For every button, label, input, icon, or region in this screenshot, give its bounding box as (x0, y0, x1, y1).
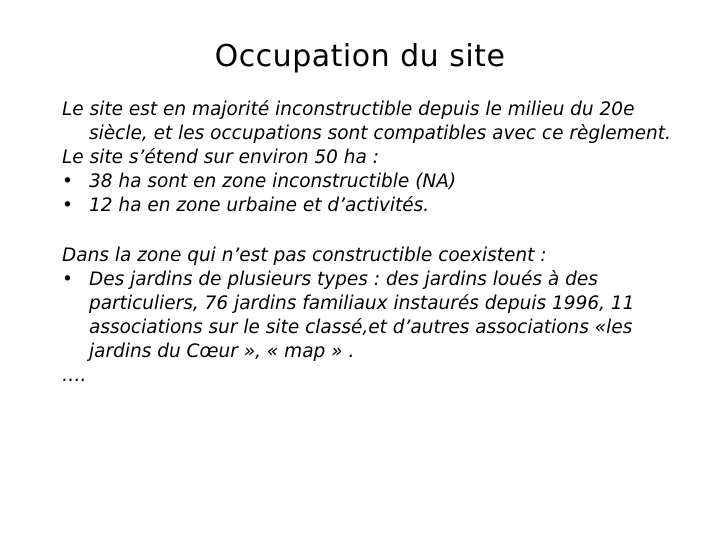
bullet-icon: • (62, 171, 73, 192)
slide-title: Occupation du site (214, 39, 506, 74)
bullet-item (62, 194, 672, 218)
zone-paragraph: Dans la zone qui n’est pas constructible coexistent : (62, 245, 547, 266)
ellipsis-text: …. (62, 365, 87, 386)
bullet-text: 38 ha sont en zone inconstructible (NA) (89, 171, 457, 192)
spacer (62, 218, 672, 244)
bullet-item (62, 268, 672, 364)
bullet-icon: • (62, 269, 73, 290)
bullet-item (62, 170, 672, 194)
bullet-icon: • (62, 195, 73, 216)
bullet-text: 12 ha en zone urbaine et d’activités. (89, 195, 430, 216)
bullet-text: Des jardins de plusieurs types : des jardins loués à des particuliers, 76 jardins familiaux instaurés depuis 1996, 11 associations sur le site classé,et d’autres associations «les jardins du Cœur », « map » . (89, 269, 635, 362)
area-paragraph: Le site s’étend sur environ 50 ha : (62, 147, 379, 168)
intro-paragraph: Le site est en majorité inconstructible depuis le milieu du 20e siècle, et les occupations sont compatibles avec ce règlement. (62, 99, 671, 144)
slide-body (62, 98, 672, 388)
